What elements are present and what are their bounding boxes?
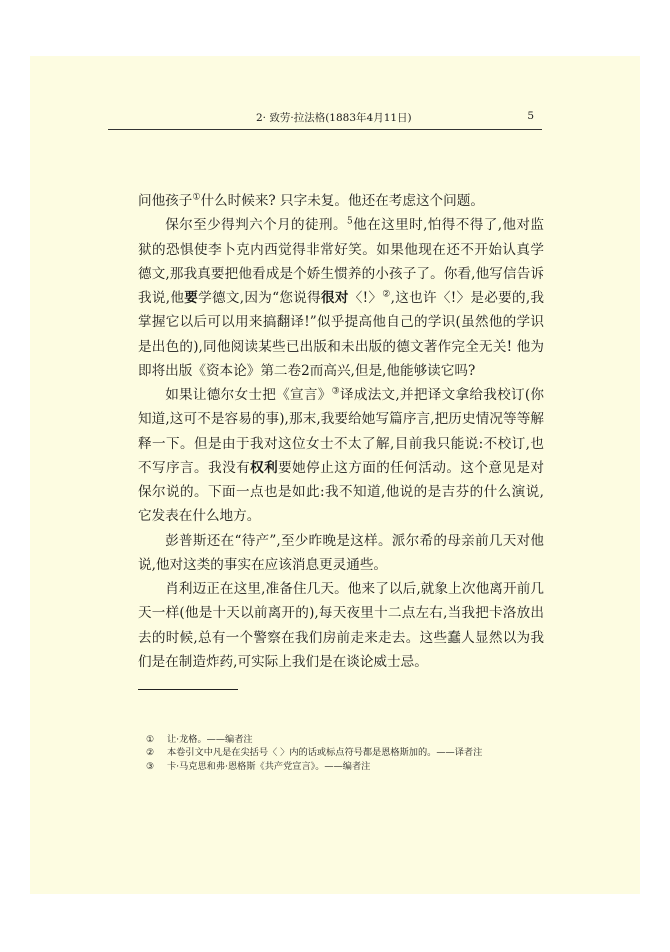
footnote-marker: ② (146, 747, 155, 759)
main-text (138, 189, 544, 674)
text-run: 什么时候来? 只字未复。他还在考虑这个问题。 (200, 193, 484, 209)
paragraph (138, 529, 544, 578)
running-header (108, 105, 542, 130)
emphasis: 要 (184, 290, 199, 306)
paragraph (138, 213, 544, 383)
page-number: 5 (527, 110, 534, 122)
footnote (146, 760, 546, 773)
emphasis: 很对 (320, 290, 349, 306)
footnote-separator (138, 689, 238, 690)
footnote-ref: ① (192, 192, 201, 203)
footnote-text: 卡·马克思和弗·恩格斯《共产党宣言》。——编者注 (167, 760, 371, 772)
paragraph (138, 189, 544, 213)
footnote-ref: 5 (347, 216, 353, 227)
text-run: 如果让德尔女士把《宣言》 (165, 387, 332, 403)
text-run: 他在这里时,怕得不得了,他对监狱的恐惧使李卜克内西觉得非常好笑。如果他现在还不开始认真学德文,那我真要把他看成是个娇生惯养的小孩子了。你看,他写信告诉我说,他 (138, 217, 544, 306)
footnote (146, 746, 546, 759)
text-run: 译成法文,并把译文拿给我校订(你知道,这可不是容易的事),那末,我要给她写篇序言,把历史情况等等解释一下。但是由于我对这位女士不太了解,目前我只能说:不校订,也不写序言。我没有 (138, 387, 544, 476)
footnote (146, 733, 546, 746)
header-title: 2· 致劳·拉法格(1883年4月11日) (256, 112, 412, 124)
emphasis: 权利 (250, 459, 279, 476)
text-run: 彭普斯还在“待产”,至少昨晚是这样。派尔希的母亲前几天对他说,他对这类的事实在应该消息更灵通些。 (138, 532, 544, 573)
text-run: 问他孩子 (138, 193, 193, 209)
footnotes (146, 733, 546, 773)
text-run: ,这也许〈!〉是必要的,我掌握它以后可以用来搞翻译!”似乎提高他自己的学识(虽然他的学识是出色的),同他阅读某些已出版和未出版的德文著作完全无关! 他为即将出版《资本论》第二卷2而高兴,但是,他能够读它吗? (138, 290, 545, 379)
text-run: 〈!〉 (348, 290, 383, 306)
text-run: 肖利迈正在这里,准备住几天。他来了以后,就象上次他离开前几天一样(他是十天以前离开的),每天夜里十二点左右,当我把卡洛放出去的时候,总有一个警察在我们房前走来走去。这些蠢人显然以为我们是在制造炸药,可实际上我们是在谈论威士忌。 (138, 581, 544, 670)
paragraph (138, 383, 544, 529)
footnote-ref: ② (382, 289, 391, 300)
text-run: 学德文,因为“您说得 (198, 290, 321, 306)
footnote-marker: ③ (146, 760, 155, 772)
text-run: 要她停止这方面的任何活动。这个意见是对保尔说的。下面一点也是如此:我不知道,他说的是吉芬的什么演说,它发表在什么地方。 (138, 459, 545, 525)
footnote-marker: ① (146, 734, 155, 745)
text-run: 保尔至少得判六个月的徒刑。 (165, 217, 348, 234)
footnote-text: 让·龙格。——编者注 (167, 734, 253, 745)
paragraph (138, 577, 544, 674)
footnote-ref: ③ (331, 386, 340, 397)
footnote-text: 本卷引文中凡是在尖括号〈 〉内的话或标点符号都是恩格斯加的。——译者注 (167, 747, 483, 759)
